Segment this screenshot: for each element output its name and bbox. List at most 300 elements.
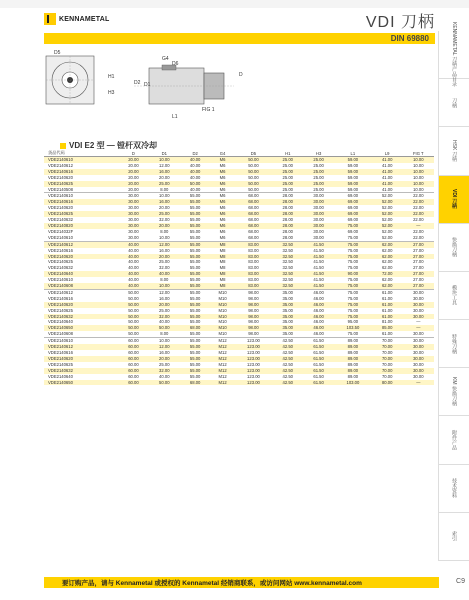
table-cell: 27.00 [413,247,424,253]
table-cell: 55.00 [189,205,201,211]
table-cell: 32.50 [272,254,303,260]
table-cell: 61.50 [313,373,324,379]
table-cell: 61.50 [303,356,334,362]
top-strip [0,0,469,8]
column-header: L9 [372,150,403,157]
table-cell: 50.00 [180,181,211,187]
table-cell: 10.00 [149,193,180,199]
table-cell: 55.00 [180,338,211,344]
product-code-cell: VDE2140608 [48,331,73,337]
table-cell: 55.00 [189,295,201,301]
table-cell: 55.00 [180,302,211,308]
table-cell: 75.00 [334,289,372,295]
table-cell: 50.00 [149,380,180,386]
section-sidebar [438,22,469,561]
table-cell: 12.00 [149,344,180,350]
table-cell: 50.00 [118,314,149,320]
table-cell: 22.00 [413,217,424,223]
table-cell: 30.00 [403,302,434,308]
table-cell: 25.00 [282,162,293,168]
table-cell: M10 [218,307,227,313]
table-cell: M12 [211,368,235,374]
table-cell: 32.00 [159,265,170,271]
product-code-cell: VDE2140625 [48,307,73,313]
table-cell: 30.00 [303,193,334,199]
table-cell: 27.00 [403,241,434,247]
table-cell: 20.00 [118,181,149,187]
table-cell: 62.00 [381,277,393,283]
sidebar-tab[interactable] [439,176,469,224]
table-cell: M6 [219,174,226,180]
table-cell: 40.00 [118,283,149,289]
table-cell: 28.00 [282,217,293,223]
table-cell: 61.50 [303,338,334,344]
sidebar-tab[interactable] [439,22,469,87]
table-cell: M8 [219,247,226,253]
page-title: VDI 刀柄 [365,14,435,31]
table-cell: M10 [211,325,235,331]
table-cell: — [403,380,434,386]
table-cell: 41.50 [303,241,334,247]
table-cell: 81.00 [381,319,393,325]
table-cell: 52.00 [381,234,393,240]
table-cell: 89.00 [334,338,372,344]
table-cell: 89.00 [334,368,372,374]
table-cell: 32.00 [149,314,180,320]
product-code-cell: VDE2140612 [44,289,118,295]
table-cell: 61.00 [372,302,403,308]
table-cell: 27.00 [413,277,424,283]
table-cell: 61.50 [303,368,334,374]
product-code-cell: VDE2140640 [48,373,73,379]
product-code-cell: VDE2140612 [44,241,118,247]
table-cell: 41.50 [313,259,324,265]
table-cell: 61.00 [372,289,403,295]
table-cell: 28.00 [282,228,293,234]
column-header: FIG T [403,150,434,157]
product-code-cell: VDE2140610 [44,157,118,163]
table-cell: 69.00 [347,205,359,211]
table-cell: 80.00 [372,380,403,386]
product-code-cell: VDE2140632 [48,265,73,271]
product-code-cell: VDE2140616 [44,199,118,205]
table-cell: 40.00 [159,319,170,325]
table-cell: 20.00 [128,174,139,180]
table-cell: 103.50 [334,325,372,331]
table-cell: 35.00 [272,325,303,331]
drawing-label-h1: H1 [108,74,115,80]
table-cell: 55.00 [189,319,201,325]
table-cell: M10 [218,331,227,337]
table-cell: 20.00 [149,302,180,308]
table-cell: 28.00 [282,234,293,240]
table-cell: 40.00 [189,162,201,168]
table-cell: 27.00 [403,271,434,277]
table-cell: 41.00 [381,174,393,180]
product-code-cell: VDE2140620 [44,356,118,362]
sidebar-tab-label: 索引 [451,531,457,542]
table-cell: 41.00 [381,186,393,192]
table-cell: M6 [219,162,226,168]
column-header: H3 [303,150,334,157]
table-cell: 16.00 [159,350,170,355]
table-cell: 123.00 [247,361,260,367]
sidebar-tab[interactable] [439,320,469,368]
table-cell: 25.00 [272,157,303,163]
table-cell: 8.00 [160,277,169,283]
table-cell: 50.00 [128,319,139,325]
table-cell: 42.50 [272,344,303,350]
table-cell: 41.50 [303,254,334,260]
table-cell: 68.00 [180,380,211,386]
table-cell: M8 [211,254,235,260]
table-cell: 10.00 [403,157,434,163]
table-cell: 68.00 [235,193,273,199]
table-cell: 123.00 [235,368,273,374]
sidebar-tab[interactable] [439,368,469,416]
table-cell: 22.00 [413,205,424,211]
product-code-cell: VDE2140616 [48,350,73,355]
table-cell: 30.00 [118,223,149,229]
table-cell: 83.00 [235,271,273,277]
table-cell: 62.00 [372,283,403,289]
table-cell: 68.00 [235,199,273,205]
table-cell: 30.00 [413,350,424,355]
product-code-cell: VDE2140610 [48,277,73,283]
sidebar-tab[interactable] [439,79,469,127]
table-cell: 25.00 [159,307,170,313]
table-cell: M12 [218,373,227,379]
table-cell: 20.00 [128,186,139,192]
table-cell: 35.00 [282,307,293,313]
table-cell: 68.00 [248,228,259,234]
table-cell: 25.00 [313,174,324,180]
table-cell: 75.00 [347,331,359,337]
table-cell: M8 [211,241,235,247]
table-cell: 42.50 [272,380,303,386]
table-cell: 20.00 [118,169,149,175]
product-code-cell: VDE2140616 [44,169,118,175]
table-cell: M6 [211,199,235,205]
footer-text: 要订购产品，请与 Kennametal 或授权的 Kennametal 经销商联系，或访问网站 www.kennametal.com [62,580,362,587]
table-cell: 75.00 [334,223,372,229]
table-cell: M12 [211,380,235,386]
sidebar-tab[interactable] [439,465,469,513]
sidebar-tab-label: 刀柄 [451,97,457,108]
table-cell: 55.00 [180,368,211,374]
table-cell: 50.00 [128,331,139,337]
table-cell: 103.00 [334,380,372,386]
product-code-cell: VDE2140620 [44,302,118,308]
column-header: D5 [235,150,273,157]
table-cell: 35.00 [282,319,293,325]
table-cell: 46.00 [313,319,324,325]
table-cell: 20.00 [159,205,170,211]
table-cell: 30.00 [313,205,324,211]
table-cell: 20.00 [149,356,180,362]
table-cell: 12.00 [149,289,180,295]
product-code-cell: VDE2140650 [44,325,118,331]
table-cell: 41.50 [303,283,334,289]
table-cell: 123.00 [235,338,273,344]
footer [0,573,469,591]
sidebar-tab[interactable] [439,127,469,175]
table-cell: 41.50 [313,247,324,253]
table-cell: 75.00 [347,307,359,313]
product-code-cell: VDE2140632 [44,314,118,320]
table-cell: 30.00 [128,217,139,223]
table-cell: 98.00 [235,314,273,320]
table-cell: M12 [218,361,227,367]
table-cell: 55.00 [189,259,201,265]
table-cell: 22.00 [403,211,434,217]
table-cell: 75.00 [334,254,372,260]
table-cell: 22.00 [403,199,434,205]
table-row [44,380,434,386]
table-cell: 75.00 [334,302,372,308]
table-cell: 8.00 [160,228,169,234]
table-cell: 27.00 [403,254,434,260]
sidebar-tab-label: HSK 刀柄 [451,140,457,162]
table-cell: 85.00 [372,325,403,331]
table-cell: 10.00 [413,186,424,192]
sidebar-tab[interactable] [439,513,469,561]
table-cell: 52.00 [381,205,393,211]
table-cell: 62.00 [372,241,403,247]
sidebar-tab[interactable] [439,416,469,464]
table-cell: 83.00 [235,283,273,289]
table-cell: 55.00 [180,289,211,295]
table-cell: 22.00 [413,228,424,234]
drawing-label-d2: D2 [134,80,141,86]
table-cell: 27.00 [403,283,434,289]
table-cell: 68.00 [180,325,211,331]
table-cell: 40.00 [118,271,149,277]
table-cell: 28.00 [272,223,303,229]
table-cell: 30.00 [313,228,324,234]
table-cell: 20.00 [118,157,149,163]
table-cell: 12.00 [159,162,170,168]
table-cell: 8.00 [160,186,169,192]
table-cell: 123.00 [235,356,273,362]
table-cell: 55.00 [189,277,201,283]
table-cell: 68.00 [248,234,259,240]
table-cell: 75.00 [347,259,359,265]
column-header: D [118,150,149,157]
table-cell: 75.00 [334,314,372,320]
product-code-cell: VDE2140632 [48,217,73,223]
table-cell: 25.00 [303,181,334,187]
brand-name: KENNAMETAL [59,15,110,23]
table-cell: 75.00 [347,247,359,253]
table-cell: M12 [211,338,235,344]
table-cell: 28.00 [282,205,293,211]
table-cell: 55.00 [189,247,201,253]
table-cell: 55.00 [189,217,201,223]
sidebar-tab[interactable] [439,272,469,320]
table-cell: 61.00 [381,331,393,337]
table-cell: 46.00 [303,302,334,308]
table-cell: 89.00 [347,350,359,355]
technical-drawing [44,48,254,128]
drawing-label-fig: FIG 1 [202,107,215,113]
table-cell: 40.00 [180,157,211,163]
table-cell: 30.00 [403,368,434,374]
product-code-cell: VDE2140640 [48,319,73,325]
table-cell: 25.00 [313,162,324,168]
table-cell: 46.00 [313,295,324,301]
product-code-cell: VDE2140508 [48,186,73,192]
sidebar-tab-label: KENNAMETAL 刀柄产品目录 [451,22,457,87]
table-cell: 30.00 [403,356,434,362]
table-cell: 30.00 [313,234,324,240]
table-cell: 40.00 [118,254,149,260]
table-cell: 27.00 [413,265,424,271]
table-cell: 60.00 [118,380,149,386]
table-cell: 40.00 [189,186,201,192]
table-cell: M6 [219,205,226,211]
table-cell: M6 [211,223,235,229]
table-cell: 83.00 [248,247,259,253]
table-cell: — [403,223,434,229]
column-header: L1 [334,150,372,157]
table-cell: 55.00 [180,223,211,229]
table-cell: 59.00 [347,186,359,192]
table-cell: 83.00 [235,254,273,260]
table-cell: 55.00 [189,331,201,337]
table-cell: 40.00 [118,241,149,247]
table-cell: 61.50 [313,350,324,355]
section-title-text: VDI E2 型 — 镗杆双冷却 [69,141,158,150]
table-cell: 40.00 [128,259,139,265]
table-cell: 30.00 [313,217,324,223]
table-cell: M6 [211,211,235,217]
table-cell: 50.00 [128,307,139,313]
table-cell: — [403,325,434,331]
table-cell: M6 [219,228,226,234]
table-cell: 25.00 [303,157,334,163]
table-cell: 41.00 [372,181,403,187]
table-cell: 30.00 [303,211,334,217]
table-cell: 10.00 [149,338,180,344]
table-cell: 32.50 [272,283,303,289]
table-cell: 30.00 [128,228,139,234]
table-cell: 25.00 [149,211,180,217]
table-cell: 25.00 [282,186,293,192]
table-cell: 35.00 [282,295,293,301]
table-cell: 70.00 [381,373,393,379]
table-cell: 46.00 [313,331,324,337]
table-cell: 32.50 [272,271,303,277]
table-cell: 30.00 [403,338,434,344]
table-cell: 95.00 [347,319,359,325]
table-cell: 61.50 [303,380,334,386]
table-cell: 40.00 [180,169,211,175]
table-cell: 62.00 [381,247,393,253]
table-cell: 55.00 [180,193,211,199]
product-code-cell: VDE2140616 [48,247,73,253]
table-cell: 42.50 [272,356,303,362]
table-cell: 75.00 [347,265,359,271]
table-cell: 123.00 [247,373,260,379]
table-cell: 42.50 [282,361,293,367]
table-cell: 12.00 [149,241,180,247]
table-cell: 41.00 [381,162,393,168]
table-cell: 50.00 [118,325,149,331]
table-cell: 52.00 [372,193,403,199]
drawing-label-l1: L1 [172,114,178,120]
table-cell: M8 [211,283,235,289]
table-cell: 41.00 [372,157,403,163]
table-cell: 55.00 [189,307,201,313]
table-cell: 55.00 [189,350,201,355]
table-cell: 42.50 [282,350,293,355]
product-code-cell: VDE2140616 [48,295,73,301]
table-cell: 69.00 [334,193,372,199]
product-code-cell: VDE2140612 [48,162,73,168]
product-code-cell: VDE2140608 [44,283,118,289]
sidebar-tab-label: 快换刀柄 [451,237,457,258]
table-cell: 69.00 [334,199,372,205]
table-cell: 123.00 [235,380,273,386]
table-cell: 42.50 [272,368,303,374]
table-cell: 55.00 [180,254,211,260]
table-cell: M8 [219,259,226,265]
table-cell: 89.00 [334,344,372,350]
sidebar-tab-label: VDI 刀柄 [451,189,457,209]
table-cell: 10.00 [149,283,180,289]
table-cell: 70.00 [381,350,393,355]
table-cell: 50.00 [128,295,139,301]
table-cell: 32.50 [282,265,293,271]
table-cell: 60.00 [128,361,139,367]
product-code-cell: VDE2140610 [44,193,118,199]
table-cell: 30.00 [303,199,334,205]
sidebar-tab-label: 模块工具 [451,285,457,306]
sidebar-tab[interactable] [439,224,469,272]
table-cell: 10.00 [403,181,434,187]
table-cell: 68.00 [248,217,259,223]
table-cell: 46.00 [313,307,324,313]
table-cell: M6 [219,217,226,223]
column-header: G4 [211,150,235,157]
table-cell: M8 [211,271,235,277]
table-cell: 62.00 [372,254,403,260]
table-cell: 30.00 [118,193,149,199]
table-cell: 55.00 [180,199,211,205]
table-cell: M6 [211,169,235,175]
table-cell: 10.00 [413,162,424,168]
drawing-label-d5: D5 [54,50,61,56]
table-cell: 72.00 [372,271,403,277]
table-cell: 90.00 [334,271,372,277]
table-cell: 50.00 [248,186,259,192]
table-cell: 68.00 [235,223,273,229]
table-cell: 52.00 [372,211,403,217]
table-cell: 25.00 [272,169,303,175]
table-cell: 55.00 [180,241,211,247]
table-cell: 61.00 [372,314,403,320]
table-cell: 52.00 [381,228,393,234]
table-cell: 60.00 [128,350,139,355]
product-code-cell: VDE2140612 [44,344,118,350]
table-cell: 41.50 [313,265,324,271]
table-cell: 55.00 [189,228,201,234]
table-cell: 83.00 [248,277,259,283]
product-code-cell: VDE2140620 [48,205,73,211]
product-code-cell: VDE2140625 [44,211,118,217]
table-cell: 98.00 [248,319,259,325]
